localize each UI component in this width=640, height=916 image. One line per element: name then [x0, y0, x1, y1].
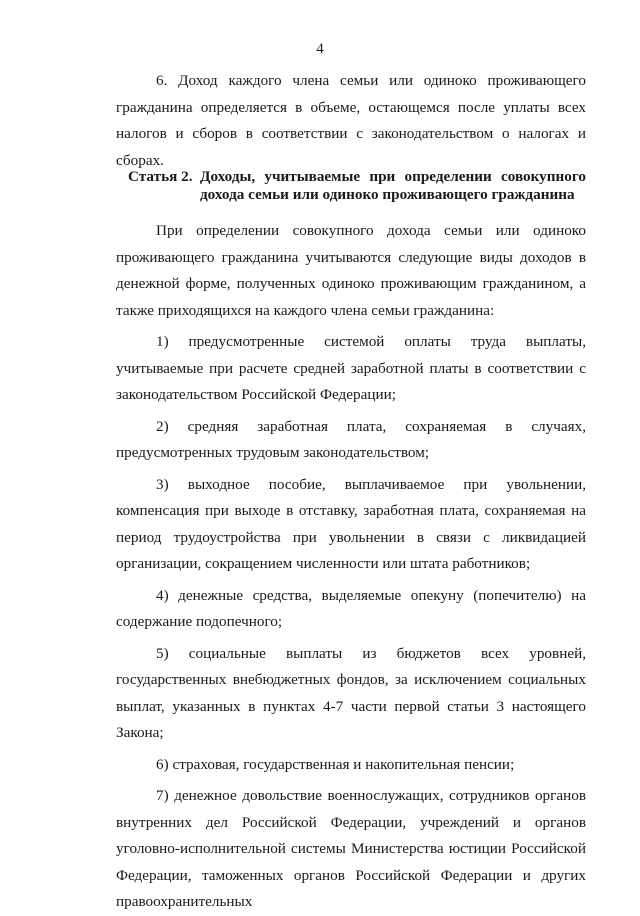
paragraph-6: 6. Доход каждого члена семьи или одиноко проживающего гражданина определяется в объеме, остающемся после уплаты всех налогов и сборов в соответствии с законодательством о налогах и сборах.: [116, 72, 586, 169]
article-title: [200, 168, 586, 204]
list-item-5: 5) социальные выплаты из бюджетов всех уровней, государственных внебюджетных фондов, за исключением социальных выплат, указанных в пунктах 4-7 части первой статьи 3 настоящего Закона;: [116, 644, 586, 741]
page-number: 4: [316, 41, 324, 57]
article-body: [116, 218, 586, 916]
list-item-3: 3) выходное пособие, выплачиваемое при увольнении, компенсация при выходе в отставку, заработная плата, сохраняемая на период трудоустройства при увольнении в связи с ликвидацией организации, сокращением численности или штата работников;: [116, 475, 586, 572]
paragraph-6-block: [116, 68, 586, 174]
article-title-line-2: дохода семьи или одиноко проживающего гражданина: [200, 186, 575, 203]
list-item-7: 7) денежное довольствие военнослужащих, сотрудников органов внутренних дел Российской Федерации, учреждений и органов уголовно-исполнительной системы Министерства юстиции Российской Федерации, таможенных органов Российской Федерации и других правоохранительных: [116, 787, 586, 910]
article-heading: [116, 168, 586, 204]
list-item-2: 2) средняя заработная плата, сохраняемая в случаях, предусмотренных трудовым законодательством;: [116, 417, 586, 461]
list-item-6: 6) страховая, государственная и накопительная пенсии;: [156, 755, 515, 773]
article-label: Статья 2.: [128, 168, 193, 185]
intro-paragraph: При определении совокупного дохода семьи или одиноко проживающего гражданина учитываются следующие виды доходов в денежной форме, полученных одиноко проживающим гражданином, а также приходящихся на каждого члена семьи гражданина:: [116, 222, 586, 319]
list-item-4: 4) денежные средства, выделяемые опекуну (попечителю) на содержание подопечного;: [116, 586, 586, 630]
article-title-line-1: Доходы, учитываемые при определении совокупного: [200, 168, 586, 185]
list-item-1: 1) предусмотренные системой оплаты труда выплаты, учитываемые при расчете средней заработной платы в соответствии с законодательством Российской Федерации;: [116, 333, 586, 403]
